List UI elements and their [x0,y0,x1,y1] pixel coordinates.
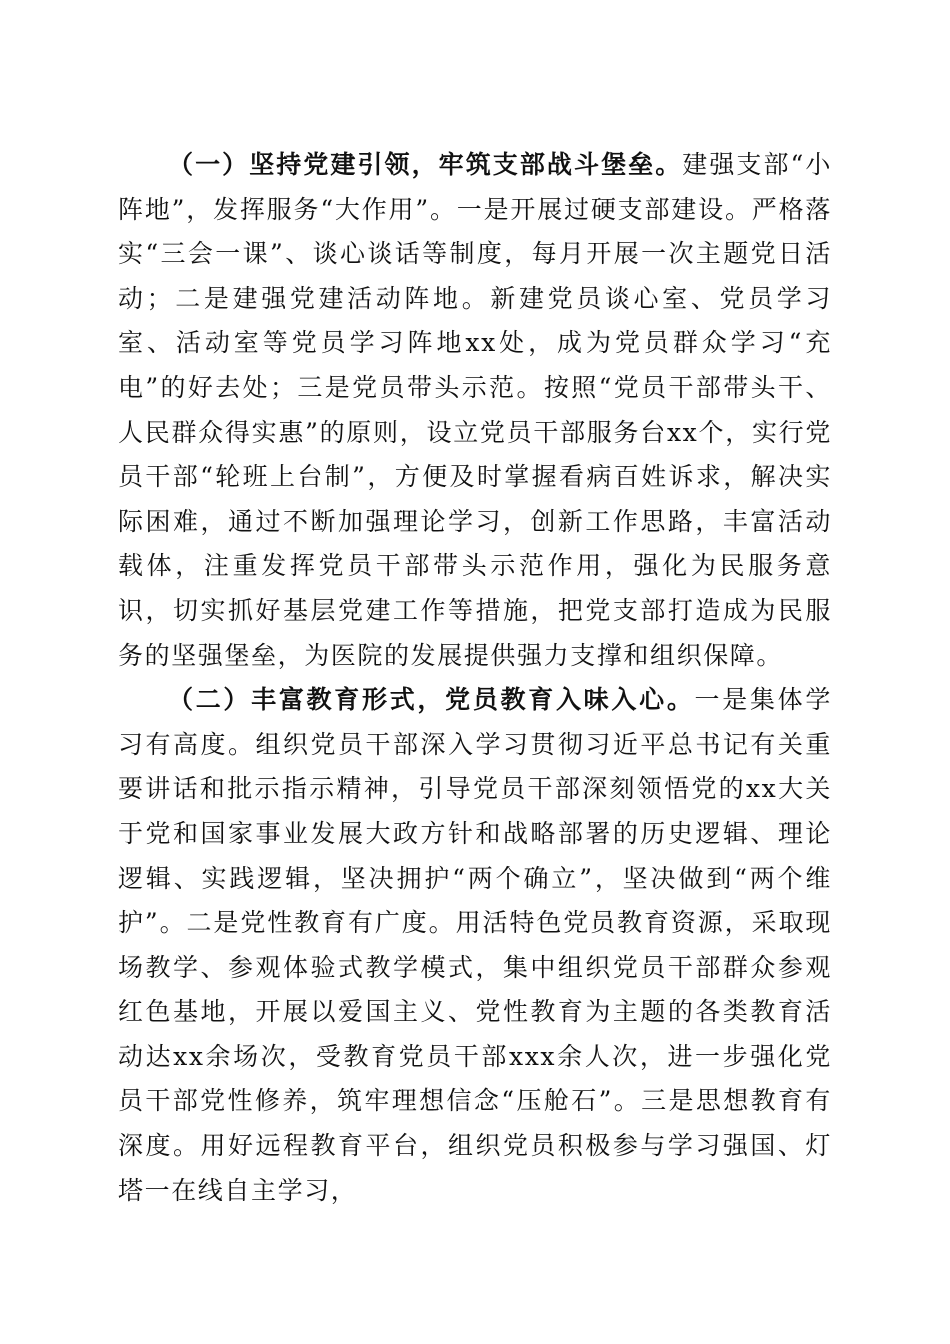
paragraph-1 [118,143,832,678]
paragraph-1-text: 建强支部“小阵地”，发挥服务“大作用”。一是开展过硬支部建设。严格落实“三会一课”、谈心谈话等制度，每月开展一次主题党日活动；二是建强党建活动阵地。新建党员谈心室、党员学习室、活动室等党员学习阵地xx处，成为党员群众学习“充电”的好去处；三是党员带头示范。按照“党员干部带头干、人民群众得实惠”的原则，设立党员干部服务台xx个，实行党员干部“轮班上台制”，方便及时掌握看病百姓诉求，解决实际困难，通过不断加强理论学习，创新工作思路，丰富活动载体，注重发挥党员干部带头示范作用，强化为民服务意识，切实抓好基层党建工作等措施，把党支部打造成为民服务的坚强堡垒，为医院的发展提供强力支撑和组织保障。 [118,150,832,670]
paragraph-2 [118,678,832,1213]
paragraph-2-heading: （二）丰富教育形式，党员教育入味入心。 [168,685,695,715]
paragraph-2-text: 一是集体学习有高度。组织党员干部深入学习贯彻习近平总书记有关重要讲话和批示指示精神，引导党员干部深刻领悟党的xx大关于党和国家事业发展大政方针和战略部署的历史逻辑、理论逻辑、实践逻辑，坚决拥护“两个确立”，坚决做到“两个维护”。二是党性教育有广度。用活特色党员教育资源，采取现场教学、参观体验式教学模式，集中组织党员干部群众参观红色基地，开展以爱国主义、党性教育为主题的各类教育活动达xx余场次，受教育党员干部xxx余人次，进一步强化党员干部党性修养，筑牢理想信念“压舱石”。三是思想教育有深度。用好远程教育平台，组织党员积极参与学习强国、灯塔一在线自主学习， [118,685,832,1205]
document-body [118,143,832,1213]
paragraph-1-heading: （一）坚持党建引领，牢筑支部战斗堡垒。 [168,150,683,179]
